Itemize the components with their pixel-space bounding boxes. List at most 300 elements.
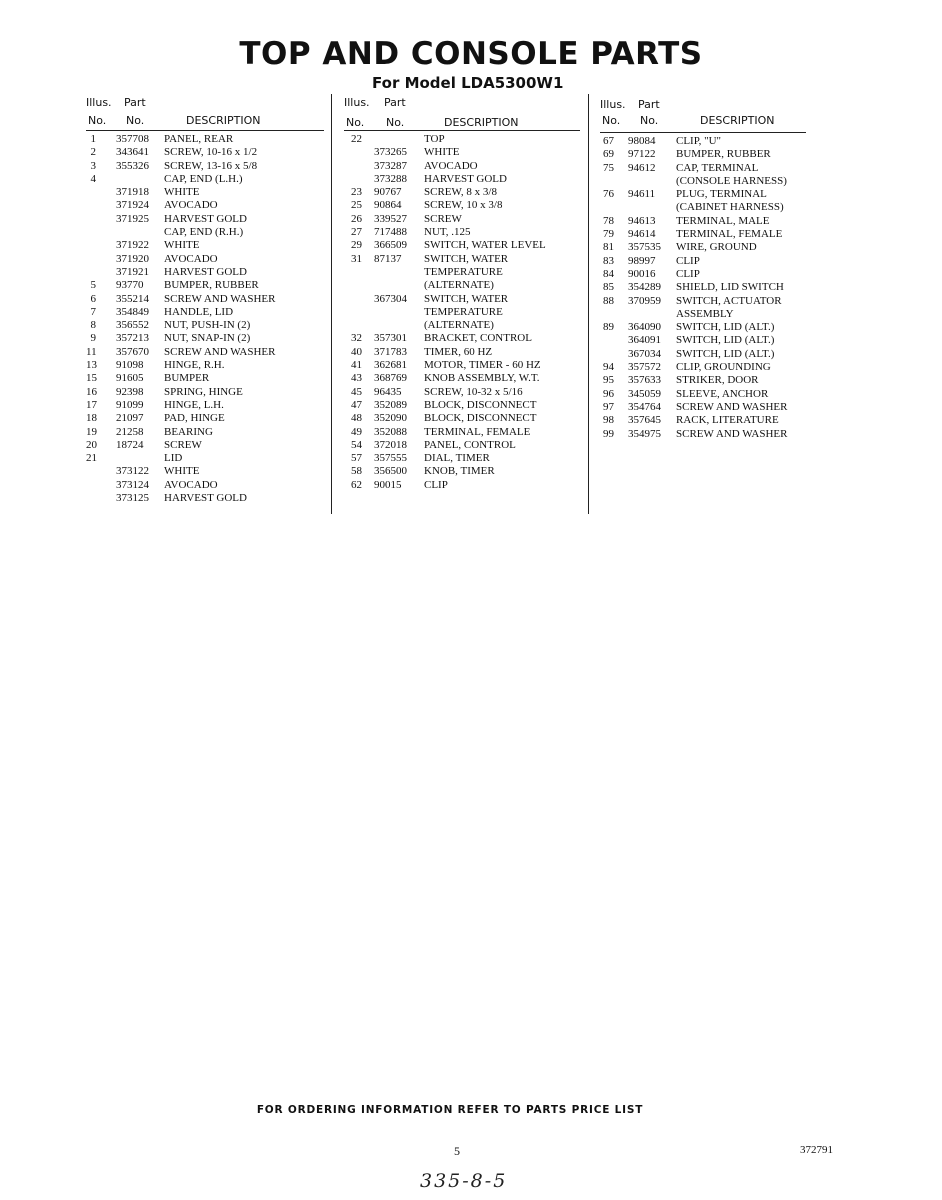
part-description: WHITE [424, 146, 460, 159]
part-description: NUT, SNAP-IN (2) [164, 332, 251, 345]
illus-number: 81 [603, 241, 614, 254]
illus-number: 2 [90, 146, 96, 159]
part-description: CLIP, "U" [676, 135, 722, 147]
illus-number: 95 [603, 374, 614, 387]
illus-number: 48 [351, 412, 362, 425]
part-number: 372018 [374, 438, 407, 451]
part-number: 21097 [116, 412, 144, 425]
parts-column-1 [86, 96, 324, 505]
part-row [344, 465, 580, 478]
part-number: 90767 [374, 186, 402, 199]
illus-number: 49 [351, 425, 362, 438]
part-row [344, 213, 580, 226]
part-description: NUT, .125 [424, 226, 471, 239]
part-number: 352088 [374, 425, 407, 438]
part-description: SWITCH, LID (ALT.) [676, 334, 775, 347]
illus-number: 47 [351, 398, 362, 411]
part-description: HINGE, R.H. [164, 359, 225, 372]
part-row [600, 268, 806, 281]
illus-number: 96 [603, 387, 614, 400]
illus-number: 31 [351, 252, 362, 265]
illus-label: Illus. [86, 96, 112, 109]
part-number: 364090 [628, 321, 661, 334]
illus-number: 9 [90, 332, 96, 345]
part-description: SWITCH, WATER [424, 292, 509, 305]
part-row [600, 428, 806, 441]
part-row [86, 372, 324, 385]
part-row [86, 146, 324, 159]
illus-number: 13 [86, 359, 97, 372]
part-row [600, 348, 806, 361]
part-number: 357555 [374, 452, 407, 465]
page-title: TOP AND CONSOLE PARTS [239, 36, 703, 72]
illus-number: 20 [86, 438, 97, 451]
illus-number: 99 [603, 427, 614, 440]
illus-number: 17 [86, 398, 97, 411]
part-no-label: No. [640, 114, 659, 127]
illus-number: 67 [603, 135, 614, 147]
part-row [344, 412, 580, 425]
ordering-note: FOR ORDERING INFORMATION REFER TO PARTS PRICE LIST [256, 1104, 644, 1116]
description-label: DESCRIPTION [444, 116, 519, 129]
part-row [344, 186, 580, 199]
part-row [344, 372, 580, 385]
page-number: 5 [454, 1144, 460, 1158]
illus-number: 19 [86, 425, 97, 438]
illus-number: 45 [351, 385, 362, 398]
part-number: 94613 [628, 214, 656, 227]
part-description: PAD, HINGE [164, 412, 225, 425]
part-description: DIAL, TIMER [424, 452, 490, 465]
part-row [86, 239, 324, 252]
illus-number: 23 [351, 186, 362, 199]
part-row [86, 439, 324, 452]
part-row [86, 412, 324, 425]
part-row [600, 414, 806, 427]
part-description: CAP, END (R.H.) [164, 226, 244, 239]
part-row [344, 332, 580, 345]
part-row [344, 293, 580, 306]
part-description: SCREW [424, 212, 462, 225]
part-number: 352090 [374, 412, 407, 425]
illus-number: 85 [603, 281, 614, 294]
part-row [86, 253, 324, 266]
part-number: 373125 [116, 492, 149, 505]
part-row [344, 386, 580, 399]
part-number: 98084 [628, 135, 656, 147]
part-description: BLOCK, DISCONNECT [424, 398, 537, 411]
part-description: TERMINAL, FEMALE [424, 425, 531, 438]
part-description: TERMINAL, FEMALE [676, 228, 783, 241]
part-row [344, 160, 580, 173]
part-description: CLIP [676, 267, 700, 280]
part-row [600, 188, 806, 201]
part-number: 371921 [116, 265, 149, 278]
part-description: MOTOR, TIMER - 60 HZ [424, 359, 541, 372]
part-row [600, 148, 806, 161]
part-description: SWITCH, WATER [424, 252, 509, 265]
part-description: WIRE, GROUND [676, 241, 757, 254]
part-number: 373287 [374, 159, 407, 172]
illus-number: 1 [90, 133, 96, 145]
part-description: BEARING [164, 425, 213, 438]
part-row [86, 173, 324, 186]
illus-number: 3 [90, 159, 96, 172]
part-number: 90015 [374, 478, 402, 491]
part-row [86, 452, 324, 465]
part-description: TOP [424, 133, 445, 145]
part-number: 354764 [628, 400, 661, 413]
part-row [600, 281, 806, 294]
illus-number: 57 [351, 452, 362, 465]
model-subtitle: For Model LDA5300W1 [372, 74, 564, 92]
illus-number: 16 [86, 385, 97, 398]
part-row [600, 201, 806, 214]
part-description: (CABINET HARNESS) [676, 201, 784, 214]
part-number: 355326 [116, 159, 149, 172]
illus-number: 27 [351, 226, 362, 239]
part-description: TERMINAL, MALE [676, 214, 770, 227]
part-row [86, 465, 324, 478]
part-number: 91098 [116, 359, 144, 372]
part-number: 357708 [116, 133, 149, 145]
part-number: 366509 [374, 239, 407, 252]
part-description: KNOB, TIMER [424, 465, 495, 478]
part-row [86, 492, 324, 505]
part-number: 21258 [116, 425, 144, 438]
part-row [344, 146, 580, 159]
illus-number: 79 [603, 228, 614, 241]
illus-number: 94 [603, 361, 614, 374]
illus-number: 5 [90, 279, 96, 292]
part-description: BUMPER, RUBBER [676, 148, 771, 161]
part-row [86, 279, 324, 292]
part-description: KNOB ASSEMBLY, W.T. [424, 372, 540, 385]
part-row [600, 215, 806, 228]
column-divider-right [588, 94, 589, 514]
illus-number: 22 [351, 133, 362, 145]
part-description: PLUG, TERMINAL [676, 188, 767, 201]
part-description: AVOCADO [164, 478, 218, 491]
part-row [344, 173, 580, 186]
part-row [600, 135, 806, 148]
part-label: Part [124, 96, 146, 109]
part-number: 357645 [628, 414, 661, 427]
no-label: No. [602, 114, 621, 127]
part-description: SWITCH, LID (ALT.) [676, 347, 775, 360]
part-row [600, 228, 806, 241]
illus-number: 54 [351, 438, 362, 451]
part-row [600, 241, 806, 254]
part-row [600, 162, 806, 175]
part-number: 717488 [374, 226, 407, 239]
part-row [600, 388, 806, 401]
part-number: 371920 [116, 252, 149, 265]
part-description: HARVEST GOLD [424, 172, 507, 185]
part-description: PANEL, CONTROL [424, 438, 516, 451]
illus-number: 6 [90, 292, 96, 305]
part-row [86, 386, 324, 399]
part-row [344, 133, 580, 146]
part-row [86, 399, 324, 412]
part-description: SCREW, 10-16 x 1/2 [164, 146, 258, 159]
illus-number: 78 [603, 214, 614, 227]
part-number: 91605 [116, 372, 144, 385]
part-description: CAP, END (L.H.) [164, 172, 243, 185]
part-row [86, 199, 324, 212]
part-description: CLIP [676, 254, 700, 267]
part-description: SLEEVE, ANCHOR [676, 387, 769, 400]
part-number: 94611 [628, 188, 656, 201]
part-row [600, 175, 806, 188]
part-number: 373288 [374, 172, 407, 185]
part-row [600, 255, 806, 268]
illus-number: 58 [351, 465, 362, 478]
part-row [344, 346, 580, 359]
part-number: 368769 [374, 372, 407, 385]
illus-number: 83 [603, 254, 614, 267]
illus-number: 89 [603, 321, 614, 334]
illus-number: 75 [603, 161, 614, 174]
part-number: 357572 [628, 361, 661, 374]
part-description: SWITCH, WATER LEVEL [424, 239, 546, 252]
part-no-label: No. [126, 114, 145, 127]
part-description: TIMER, 60 HZ [424, 345, 493, 358]
part-description: AVOCADO [164, 252, 218, 265]
part-description: HARVEST GOLD [164, 212, 247, 225]
part-description: TEMPERATURE [424, 305, 503, 318]
illus-number: 76 [603, 188, 614, 201]
part-description: HARVEST GOLD [164, 492, 247, 505]
part-number: 87137 [374, 252, 402, 265]
part-number: 356500 [374, 465, 407, 478]
part-row [86, 226, 324, 239]
part-number: 370959 [628, 294, 661, 307]
illus-number: 21 [86, 452, 97, 465]
illus-number: 7 [90, 305, 96, 318]
part-description: (ALTERNATE) [424, 319, 494, 332]
part-description: AVOCADO [424, 159, 478, 172]
part-row [86, 426, 324, 439]
part-row [86, 479, 324, 492]
part-description: CAP, TERMINAL [676, 161, 759, 174]
part-row [344, 452, 580, 465]
illus-number: 97 [603, 400, 614, 413]
part-description: BRACKET, CONTROL [424, 332, 532, 345]
part-description: SCREW AND WASHER [676, 427, 788, 440]
part-row [86, 266, 324, 279]
part-row [600, 321, 806, 334]
handwritten-note: 335-8-5 [420, 1170, 508, 1192]
part-row [344, 279, 580, 292]
illus-number: 29 [351, 239, 362, 252]
illus-number: 41 [351, 359, 362, 372]
parts-list [600, 133, 806, 441]
part-number: 354849 [116, 305, 149, 318]
part-row [344, 426, 580, 439]
part-number: 92398 [116, 385, 144, 398]
part-description: SCREW AND WASHER [164, 345, 276, 358]
part-description: SCREW [164, 438, 202, 451]
part-description: CLIP [424, 478, 448, 491]
part-number: 355214 [116, 292, 149, 305]
part-number: 90016 [628, 267, 656, 280]
part-row [600, 361, 806, 374]
part-number: 371924 [116, 199, 149, 212]
part-description: WHITE [164, 239, 200, 252]
part-number: 94612 [628, 161, 656, 174]
illus-label: Illus. [344, 96, 370, 109]
part-description: SCREW AND WASHER [676, 400, 788, 413]
part-description: WHITE [164, 186, 200, 199]
part-row [344, 239, 580, 252]
part-number: 356552 [116, 319, 149, 332]
part-description: BUMPER [164, 372, 210, 385]
part-number: 343641 [116, 146, 149, 159]
parts-column-2 [344, 96, 580, 492]
illus-label: Illus. [600, 98, 626, 111]
part-row [600, 308, 806, 321]
part-description: AVOCADO [164, 199, 218, 212]
part-row [86, 319, 324, 332]
part-row [86, 306, 324, 319]
part-number: 362681 [374, 359, 407, 372]
document-number: 372791 [800, 1144, 833, 1156]
part-description: SCREW, 10-32 x 5/16 [424, 385, 523, 398]
part-number: 367034 [628, 347, 661, 360]
part-number: 354289 [628, 281, 661, 294]
illus-number: 88 [603, 294, 614, 307]
part-number: 371783 [374, 345, 407, 358]
part-number: 354975 [628, 427, 661, 440]
part-description: HANDLE, LID [164, 305, 234, 318]
part-description: SCREW AND WASHER [164, 292, 276, 305]
description-label: DESCRIPTION [186, 114, 261, 127]
illus-number: 40 [351, 345, 362, 358]
illus-number: 98 [603, 414, 614, 427]
part-description: SHIELD, LID SWITCH [676, 281, 784, 294]
illus-number: 84 [603, 267, 614, 280]
part-description: CLIP, GROUNDING [676, 361, 771, 374]
part-label: Part [384, 96, 406, 109]
part-description: SCREW, 13-16 x 5/8 [164, 159, 258, 172]
part-number: 371922 [116, 239, 149, 252]
part-row [86, 213, 324, 226]
part-number: 345059 [628, 387, 661, 400]
parts-list [86, 131, 324, 505]
part-description: SCREW, 10 x 3/8 [424, 199, 503, 212]
illus-number: 69 [603, 148, 614, 161]
part-number: 373122 [116, 465, 149, 478]
part-number: 371925 [116, 212, 149, 225]
illus-number: 4 [90, 172, 96, 185]
illus-number: 18 [86, 412, 97, 425]
part-row [344, 306, 580, 319]
part-row [344, 319, 580, 332]
part-row [86, 133, 324, 146]
part-description: WHITE [164, 465, 200, 478]
illus-number: 62 [351, 478, 362, 491]
part-description: PANEL, REAR [164, 133, 234, 145]
part-description: SPRING, HINGE [164, 385, 243, 398]
part-row [344, 479, 580, 492]
illus-number: 25 [351, 199, 362, 212]
part-row [86, 359, 324, 372]
part-description: LID [164, 452, 183, 465]
part-row [600, 334, 806, 347]
column-divider-left [331, 94, 332, 514]
part-number: 357670 [116, 345, 149, 358]
part-number: 373124 [116, 478, 149, 491]
illus-number: 43 [351, 372, 362, 385]
part-row [600, 295, 806, 308]
description-label: DESCRIPTION [700, 114, 775, 127]
part-number: 90864 [374, 199, 402, 212]
part-number: 98997 [628, 254, 656, 267]
part-number: 339527 [374, 212, 407, 225]
no-label: No. [88, 114, 107, 127]
part-row [86, 293, 324, 306]
part-number: 367304 [374, 292, 407, 305]
part-row [344, 266, 580, 279]
part-number: 97122 [628, 148, 656, 161]
part-description: NUT, PUSH-IN (2) [164, 319, 251, 332]
part-description: TEMPERATURE [424, 265, 503, 278]
part-description: SWITCH, ACTUATOR [676, 294, 782, 307]
illus-number: 11 [86, 345, 97, 358]
part-number: 357633 [628, 374, 661, 387]
parts-column-3 [600, 98, 806, 441]
part-number: 371918 [116, 186, 149, 199]
no-label: No. [346, 116, 365, 129]
part-description: STRIKER, DOOR [676, 374, 759, 387]
illus-number: 8 [90, 319, 96, 332]
part-number: 18724 [116, 438, 144, 451]
part-description: ASSEMBLY [676, 307, 734, 320]
part-row [600, 401, 806, 414]
part-row [86, 332, 324, 345]
part-row [86, 160, 324, 173]
column-header [600, 98, 806, 133]
part-row [344, 199, 580, 212]
illus-number: 26 [351, 212, 362, 225]
part-row [600, 374, 806, 387]
illus-number: 32 [351, 332, 362, 345]
part-description: BUMPER, RUBBER [164, 279, 259, 292]
part-label: Part [638, 98, 660, 111]
part-row [86, 186, 324, 199]
part-description: (ALTERNATE) [424, 279, 494, 292]
part-number: 357213 [116, 332, 149, 345]
part-row [86, 346, 324, 359]
part-description: RACK, LITERATURE [676, 414, 779, 427]
part-row [344, 359, 580, 372]
part-row [344, 399, 580, 412]
part-number: 373265 [374, 146, 407, 159]
part-number: 357535 [628, 241, 661, 254]
part-number: 357301 [374, 332, 407, 345]
column-header [344, 96, 580, 131]
part-number: 94614 [628, 228, 656, 241]
illus-number: 15 [86, 372, 97, 385]
parts-list [344, 131, 580, 492]
part-description: SCREW, 8 x 3/8 [424, 186, 497, 199]
part-no-label: No. [386, 116, 405, 129]
part-description: SWITCH, LID (ALT.) [676, 321, 775, 334]
part-number: 91099 [116, 398, 144, 411]
part-number: 364091 [628, 334, 661, 347]
part-description: (CONSOLE HARNESS) [676, 174, 787, 187]
